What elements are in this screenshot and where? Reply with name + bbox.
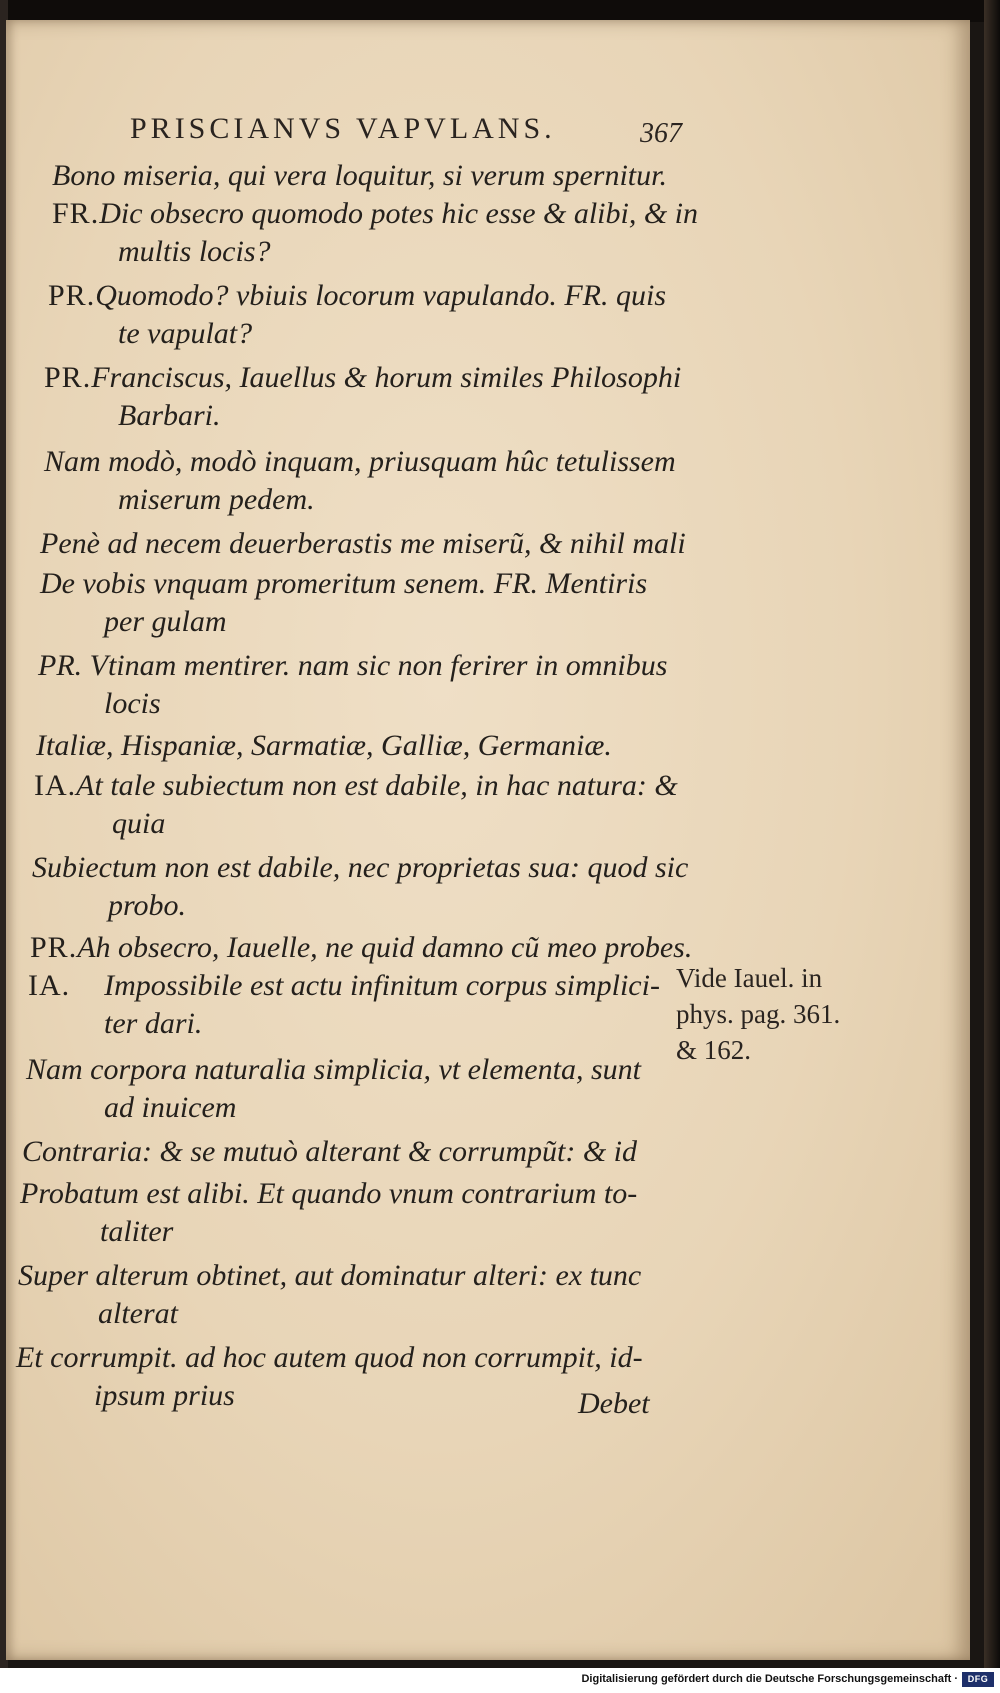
text-line-7: Barbari. — [118, 399, 221, 432]
text-line-21: IA. Impossibile est actu infinitum corpus simplici- — [28, 969, 660, 1002]
text-line-24: ad inuicem — [104, 1091, 237, 1124]
text-line-10: Penè ad necem deuerberastis me miserũ, & nihil mali — [40, 527, 686, 560]
text-line-2: FR.Dic obsecro quomodo potes hic esse & alibi, & in — [52, 197, 699, 230]
text-line-18: Subiectum non est dabile, nec proprietas sua: quod sic — [32, 851, 689, 884]
marginal-note-line-1: Vide Iauel. in — [676, 963, 823, 993]
text-line-12: per gulam — [104, 605, 227, 638]
marginal-note — [676, 960, 876, 1068]
marginal-note-line-2: phys. pag. 361. — [676, 999, 841, 1029]
marginal-note-line-3: & 162. — [676, 1035, 752, 1065]
text-line-22: ter dari. — [104, 1007, 203, 1040]
text-line-4: PR.Quomodo? vbiuis locorum vapulando. FR. quis — [48, 279, 666, 312]
text-line-5: te vapulat? — [118, 317, 253, 350]
text-line-20: PR.Ah obsecro, Iauelle, ne quid damno cũ meo probes. — [30, 931, 693, 964]
text-line-30: Et corrumpit. ad hoc autem quod non corrumpit, id- — [16, 1341, 643, 1374]
text-line-29: alterat — [98, 1297, 178, 1330]
text-line-26: Probatum est alibi. Et quando vnum contrarium to- — [20, 1177, 638, 1210]
text-line-23: Nam corpora naturalia simplicia, vt elementa, sunt — [26, 1053, 641, 1086]
scan-frame-right — [984, 0, 1000, 1693]
page-number: 367 — [640, 118, 682, 149]
scan-frame-top — [0, 0, 1000, 22]
text-line-8: Nam modò, modò inquam, priusquam hûc tetulissem — [44, 445, 676, 478]
text-line-31: ipsum prius — [94, 1379, 235, 1412]
funding-credit: Digitalisierung gefördert durch die Deutsche Forschungsgemeinschaft · — [581, 1673, 958, 1685]
catchword: Debet — [578, 1387, 650, 1420]
running-title: PRISCIANVS VAPVLANS. — [130, 112, 556, 145]
text-line-27: taliter — [100, 1215, 174, 1248]
text-line-19: probo. — [108, 889, 187, 922]
text-line-3: multis locis? — [118, 235, 271, 268]
text-line-6: PR.Franciscus, Iauellus & horum similes Philosophi — [44, 361, 682, 394]
dfg-logo-icon: DFG — [962, 1672, 994, 1687]
text-line-17: quia — [112, 807, 166, 840]
footer-bar — [0, 1668, 1000, 1693]
text-line-9: miserum pedem. — [118, 483, 315, 516]
text-line-11: De vobis vnquam promeritum senem. FR. Mentiris — [40, 567, 648, 600]
text-line-13: PR. Vtinam mentirer. nam sic non ferirer in omnibus — [38, 649, 668, 682]
text-line-14: locis — [104, 687, 161, 720]
text-line-1: Bono miseria, qui vera loquitur, si verum spernitur. — [52, 159, 667, 192]
text-line-25: Contraria: & se mutuò alterant & corrumpũt: & id — [22, 1135, 637, 1168]
text-line-15: Italiæ, Hispaniæ, Sarmatiæ, Galliæ, Germaniæ. — [36, 729, 612, 762]
text-line-28: Super alterum obtinet, aut dominatur alteri: ex tunc — [18, 1259, 642, 1292]
text-line-16: IA.At tale subiectum non est dabile, in hac natura: & — [34, 769, 678, 802]
